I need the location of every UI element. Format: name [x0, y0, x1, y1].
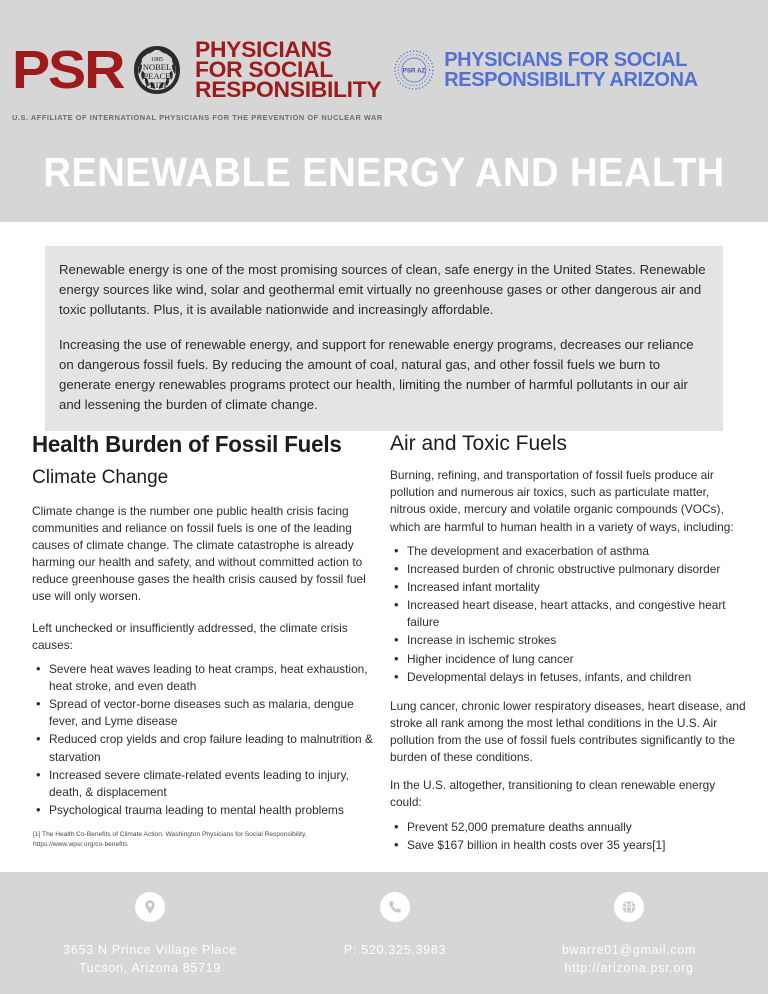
list-item: • Developmental delays in fetuses, infants, and children — [390, 669, 748, 686]
left-column-heading: Health Burden of Fossil Fuels — [32, 431, 342, 457]
psr-tagline-line-3: RESPONSIBILITY — [195, 77, 382, 103]
citation-footnote: [1] The Health Co-Benefits of Climate Action, Washington Physicians for Social Responsibility, https://www.wpsr.org/co-benefits — [33, 831, 307, 849]
psr-tagline-line-1: PHYSICIANS — [195, 36, 332, 62]
svg-text:PSR AZ: PSR AZ — [402, 67, 426, 75]
list-item: • Higher incidence of lung cancer — [390, 651, 748, 668]
location-pin-icon — [135, 892, 165, 922]
psr-arizona-lockup — [392, 48, 697, 92]
list-item: • Save $167 billion in health costs over 35 years[1] — [390, 837, 748, 854]
footer-email[interactable]: bwarre01@gmail.com — [561, 943, 697, 957]
left-bullet-list — [32, 661, 376, 819]
nobel-peace-prize-seal-icon — [129, 42, 185, 98]
left-column — [0, 432, 390, 855]
left-column-subheading: Climate Change — [32, 466, 169, 488]
logo-row — [0, 34, 768, 106]
list-item: • Psychological trauma leading to mental health problems — [32, 802, 376, 819]
list-item: • The development and exacerbation of asthma — [390, 543, 748, 560]
phone-icon — [380, 892, 410, 922]
left-paragraph-1: Climate change is the number one public health crisis facing communities and reliance on fossil fuels is one of the leading causes of climate change. The climate catastrophe is already harming our health and safety, and without committed action to reduce greenhouse gases the health crisis caused by fossil fuel use will only worsen. — [32, 503, 366, 604]
affiliate-statement: U.S. AFFILIATE OF INTERNATIONAL PHYSICIANS FOR THE PREVENTION OF NUCLEAR WAR — [12, 113, 383, 122]
right-paragraph-2: Lung cancer, chronic lower respiratory diseases, heart disease, and stroke all rank among the most lethal conditions in the U.S. Air pollution from the use of fossil fuels contributes significantly to the burden of these conditions. — [390, 698, 746, 765]
left-paragraph-2: Left unchecked or insufficiently addressed, the climate crisis causes: — [32, 620, 348, 652]
footer-web-block — [490, 892, 768, 978]
psr-tagline — [195, 36, 382, 103]
right-paragraph-3: In the U.S. altogether, transitioning to clean renewable energy could: — [390, 778, 716, 810]
list-item: • Increase in ischemic strokes — [390, 632, 748, 649]
list-item: • Prevent 52,000 premature deaths annually — [390, 819, 748, 836]
right-column — [390, 432, 768, 855]
globe-icon — [614, 892, 644, 922]
right-benefits-list — [390, 819, 748, 854]
page-title: RENEWABLE ENERGY AND HEALTH — [43, 149, 725, 195]
footer-band — [0, 872, 768, 994]
psr-tagline-line-2: FOR SOCIAL — [195, 56, 334, 82]
content-columns — [0, 432, 768, 855]
footer-phone-block — [300, 892, 490, 978]
list-item: • Increased heart disease, heart attacks, and congestive heart failure — [390, 597, 748, 631]
psr-arizona-name — [444, 50, 697, 90]
list-item: • Increased severe climate-related events leading to injury, death, & displacement — [32, 767, 376, 801]
footer-contact-row — [0, 872, 768, 978]
svg-text:NOBEL: NOBEL — [142, 62, 172, 72]
intro-paragraph-2: Increasing the use of renewable energy, and support for renewable energy programs, decreases our reliance on dangerous fossil fuels. By reducing the amount of coal, natural gas, and other fossil fuels we burn to generate energy renewables programs protect our health, limiting the number of harmful pollutants in our air and lessening the burden of climate change. — [59, 337, 694, 413]
footer-address-line-1: 3653 N Prince Village Place — [63, 943, 237, 957]
footer-website[interactable]: http://arizona.psr.org — [564, 960, 694, 975]
right-column-heading: Air and Toxic Fuels — [390, 432, 568, 455]
psr-az-seal-icon — [392, 48, 436, 92]
intro-paragraph-1: Renewable energy is one of the most promising sources of clean, safe energy in the United States. Renewable energy sources like wind, solar and geothermal emit virtually no greenhouse gases or other dangerous air and toxic pollutants. Plus, it is available nationwide and increasingly affordable. — [59, 262, 706, 318]
right-paragraph-1: Burning, refining, and transportation of fossil fuels produce air pollution and numerous air toxics, such as particulate matter, nitrous oxide, mercury and volatile organic compounds (VOCs), which are harmful to human health in a variety of ways, including: — [390, 468, 734, 534]
list-item: • Reduced crop yields and crop failure leading to malnutrition & starvation — [32, 731, 376, 765]
right-bullet-list — [390, 543, 748, 686]
list-item: • Increased infant mortality — [390, 579, 748, 596]
list-item: • Spread of vector-borne diseases such as malaria, dengue fever, and Lyme disease — [32, 696, 376, 730]
footer-address-block — [0, 892, 300, 978]
psr-wordmark: PSR — [12, 40, 124, 100]
psr-arizona-name-line-2: RESPONSIBILITY ARIZONA — [444, 69, 698, 91]
header-band — [0, 0, 768, 222]
intro-summary-box — [45, 246, 723, 431]
svg-text:PRIZE: PRIZE — [145, 80, 169, 90]
svg-text:1985: 1985 — [151, 57, 164, 63]
svg-text:PEACE: PEACE — [143, 71, 171, 81]
psr-arizona-name-line-1: PHYSICIANS FOR SOCIAL — [444, 49, 687, 71]
list-item: • Severe heat waves leading to heat cramps, heat exhaustion, heat stroke, and even death — [32, 661, 376, 695]
footer-phone-number[interactable]: P: 520.325.3983 — [343, 943, 447, 957]
list-item: • Increased burden of chronic obstructive pulmonary disorder — [390, 561, 748, 578]
footer-address-line-2: Tucson, Arizona 85719 — [78, 960, 222, 975]
